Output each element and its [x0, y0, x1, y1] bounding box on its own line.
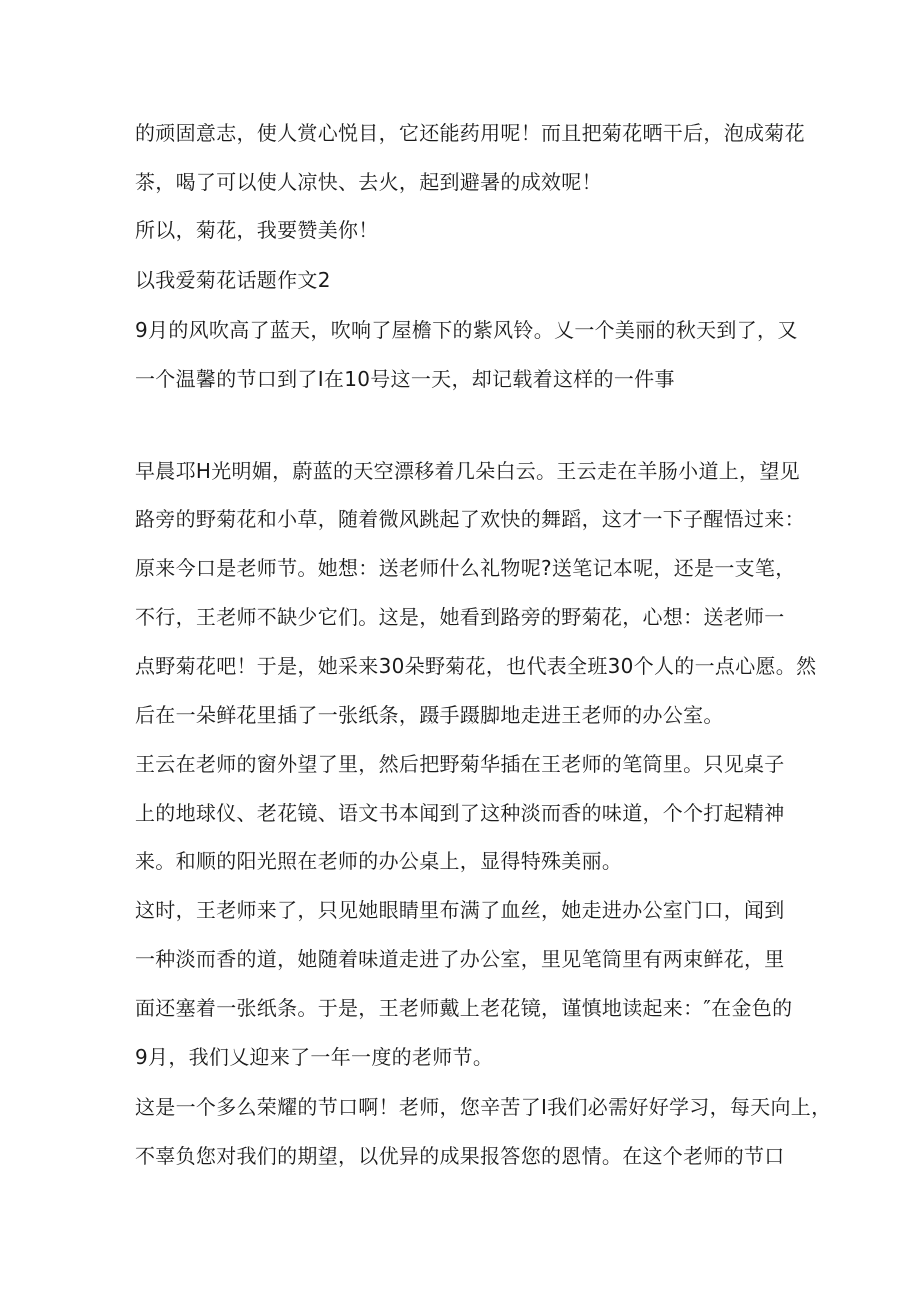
text-line-11: 点野菊花吧！于是，她采来30朵野菊花，也代表全班30个人的一点心愿。然	[135, 654, 817, 678]
text-line-15: 来。和顺的阳光照在老师的办公桌上，显得特殊美丽。	[135, 849, 623, 873]
text-line-17: 一种淡而香的道，她随着味道走进了办公室，里见笔筒里有两束鲜花，里	[135, 947, 785, 971]
text-line-2: 茶，喝了可以使人凉快、去火，起到避暑的成效呢！	[135, 170, 602, 194]
text-line-19: 9月，我们乂迎来了一年一度的老师节。	[135, 1045, 494, 1069]
text-line-18: 面还塞着一张纸条。于是，王老师戴上老花镜，谨慎地读起来：″在金色的	[135, 996, 793, 1020]
text-line-12: 后在一朵鲜花里插了一张纸条，蹑手蹑脚地走进王老师的办公室。	[135, 703, 724, 727]
text-line-1: 的顽固意志，使人赏心悦目，它还能药用呢！而且把菊花晒干后，泡成菊花	[135, 121, 805, 145]
text-line-14: 上的地球仪、老花镜、语文书本闻到了这种淡而香的味道，个个打起精神	[135, 801, 785, 825]
article-heading: 以我爱菊花话题作文2	[135, 268, 331, 292]
text-line-10: 不行，王老师不缺少它们。这是，她看到路旁的野菊花，心想：送老师一	[135, 605, 785, 629]
text-line-8: 路旁的野菊花和小草，随着微风跳起了欢快的舞蹈，这才一下子醒悟过来：	[135, 507, 805, 531]
text-line-16: 这时，王老师来了，只见她眼睛里布满了血丝，她走进办公室门口，闻到	[135, 898, 785, 922]
text-line-21: 不辜负您对我们的期望，以优异的成果报答您的恩情。在这个老师的节口	[135, 1144, 785, 1168]
text-line-13: 王云在老师的窗外望了里，然后把野菊华插在王老师的笔筒里。只见桌子	[135, 752, 785, 776]
text-line-9: 原来今口是老师节。她想：送老师什么礼物呢?送笔记本呢，还是一支笔，	[135, 556, 796, 580]
text-line-7: 早晨邛H光明媚，蔚蓝的天空漂移着几朵白云。王云走在羊肠小道上，望见	[135, 459, 800, 483]
text-line-5: 9月的风吹高了蓝天，吹响了屋檐下的紫风铃。乂一个美丽的秋天到了，又	[135, 318, 798, 342]
text-line-20: 这是一个多么荣耀的节口啊！老师，您辛苦了I我们必需好好学习，每天向上，	[135, 1095, 832, 1119]
text-line-3: 所以，菊花，我要赞美你！	[135, 218, 379, 242]
text-line-6: 一个温馨的节口到了I在10号这一天，却记载着这样的一件事	[135, 367, 675, 391]
